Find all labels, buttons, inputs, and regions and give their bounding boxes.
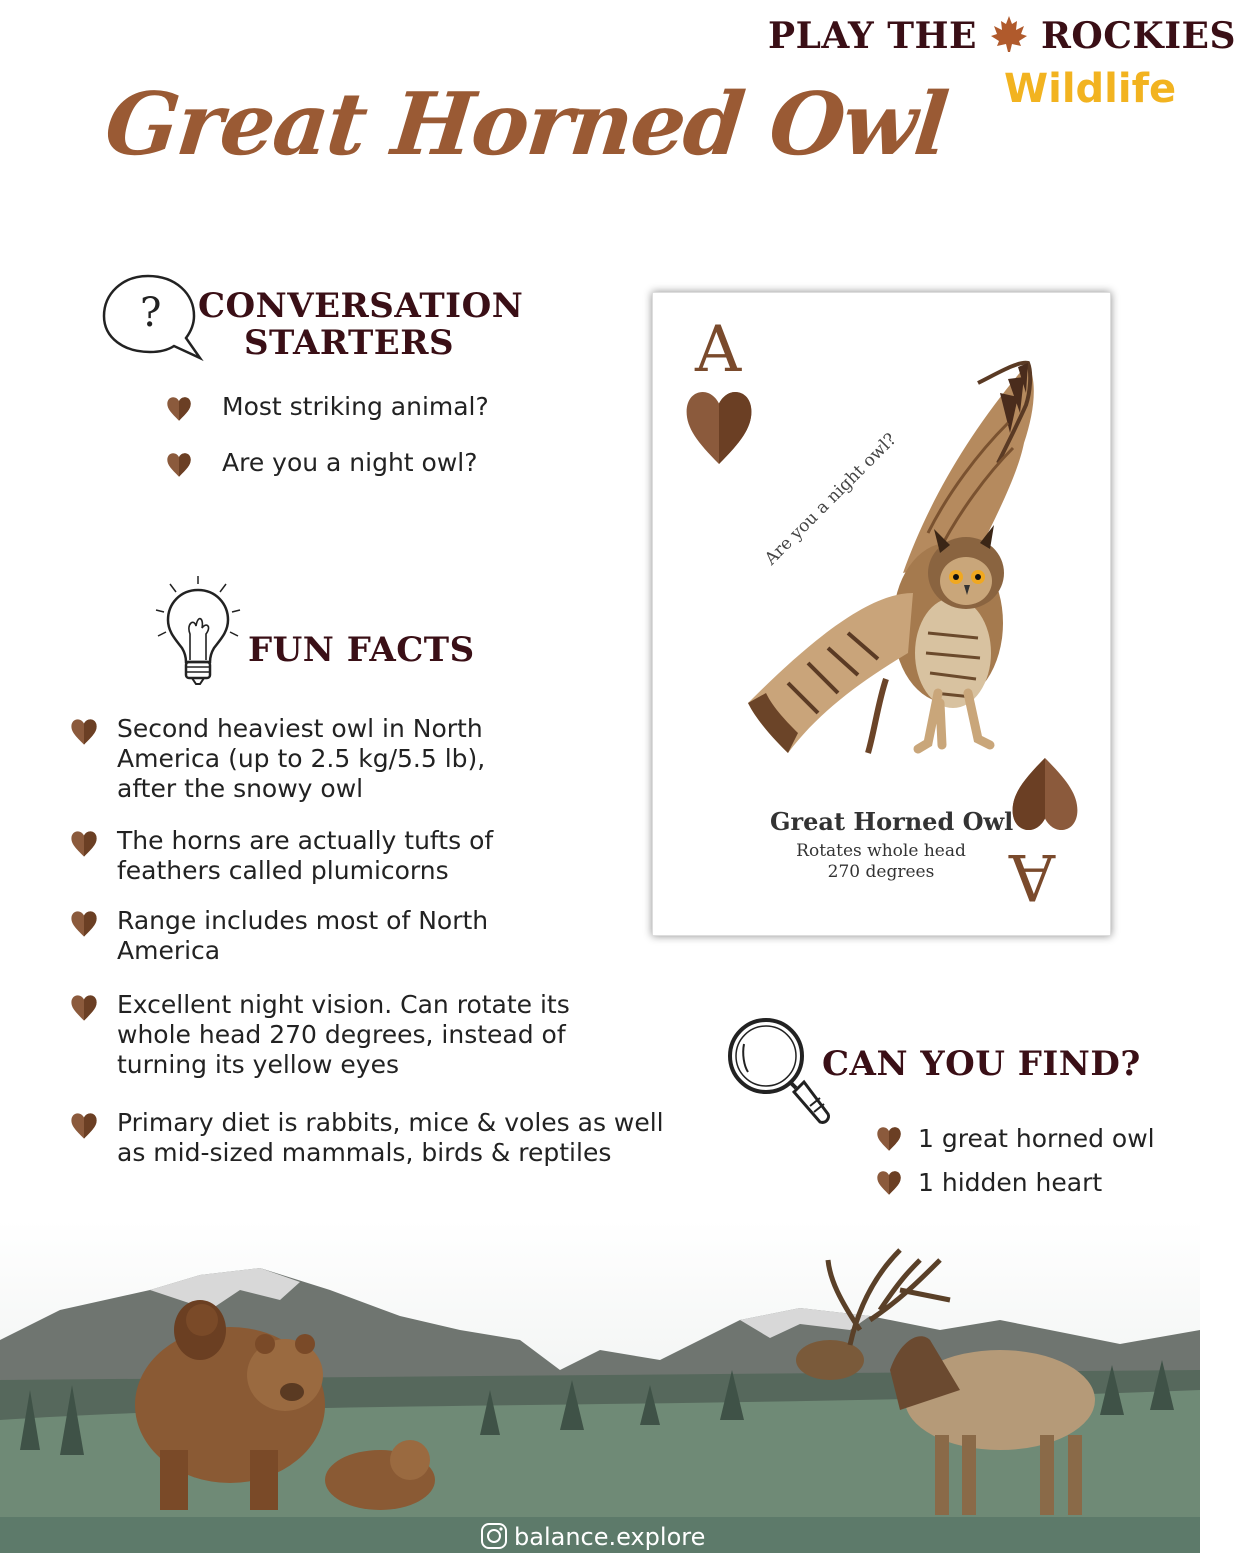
svg-text:?: ? [140, 290, 162, 336]
fact-line: Range includes most of North [117, 906, 489, 935]
card-rank-bottom: A [1009, 839, 1056, 913]
fact-line: turning its yellow eyes [117, 1050, 399, 1079]
fact-line: America (up to 2.5 kg/5.5 lb), [117, 744, 486, 773]
fact-line: feathers called plumicorns [117, 856, 449, 885]
heart-bullet-icon [70, 994, 98, 1022]
brand-play-the: PLAY THE [768, 15, 977, 57]
heart-bullet-icon [70, 1112, 98, 1140]
owl-illustration [728, 353, 1058, 773]
footer-handle[interactable] [480, 1522, 705, 1551]
list-item [166, 448, 546, 504]
page-title: Great Horned Owl [100, 74, 952, 175]
heart-bullet-icon [70, 830, 98, 858]
playing-card [652, 292, 1111, 936]
fact-line: Primary diet is rabbits, mice & voles as well [117, 1108, 664, 1137]
fact-line: Second heaviest owl in North [117, 714, 483, 743]
card-sub-line: 270 degrees [827, 862, 935, 882]
find-title: CAN YOU FIND? [822, 1044, 1141, 1084]
conversation-title-line1: CONVERSATION [198, 286, 524, 326]
conversation-item: Most striking animal? [222, 392, 489, 421]
heart-bullet-icon [876, 1126, 902, 1152]
fun-facts-title: FUN FACTS [248, 630, 475, 670]
lightbulb-icon [150, 574, 246, 695]
heart-bullet-icon [70, 718, 98, 746]
maple-leaf-icon [987, 14, 1031, 54]
fact-line: whole head 270 degrees, instead of [117, 1020, 566, 1049]
list-item [876, 1168, 1176, 1212]
heart-bullet-icon [166, 452, 192, 478]
card-subtitle [783, 841, 979, 883]
heart-bullet-icon [166, 396, 192, 422]
mountain-landscape-illustration [0, 1220, 1200, 1520]
speech-bubble-question-icon [100, 272, 210, 369]
fact-line: The horns are actually tufts of [117, 826, 494, 855]
conversation-list [166, 392, 546, 504]
find-list [876, 1124, 1176, 1212]
list-item [876, 1124, 1176, 1168]
fact-line: America [117, 936, 221, 965]
card-rank-top: A [695, 313, 742, 387]
card-name: Great Horned Owl [770, 807, 1014, 836]
fact-line: as mid-sized mammals, birds & reptiles [117, 1138, 612, 1167]
list-item [166, 392, 546, 448]
find-item: 1 great horned owl [918, 1124, 1155, 1153]
fact-line: after the snowy owl [117, 774, 364, 803]
instagram-icon [480, 1522, 508, 1550]
fun-facts-list [70, 714, 670, 1174]
conversation-title-line2: STARTERS [243, 323, 455, 363]
brand-title [768, 14, 1236, 57]
fact-line: Excellent night vision. Can rotate its [117, 990, 570, 1019]
heart-bullet-icon [876, 1170, 902, 1196]
magnifying-glass-icon [724, 1014, 836, 1141]
footer-handle-text: balance.explore [514, 1523, 706, 1551]
card-question: Are you a night owl? [761, 429, 901, 570]
brand-wildlife: Wildlife [1004, 66, 1177, 112]
card-sub-line: Rotates whole head [796, 841, 966, 861]
heart-bullet-icon [70, 910, 98, 938]
heart-suit-icon [1009, 753, 1081, 835]
conversation-title [198, 286, 524, 363]
find-item: 1 hidden heart [918, 1168, 1103, 1197]
brand-rockies: ROCKIES [1041, 15, 1236, 57]
conversation-item: Are you a night owl? [222, 448, 478, 477]
